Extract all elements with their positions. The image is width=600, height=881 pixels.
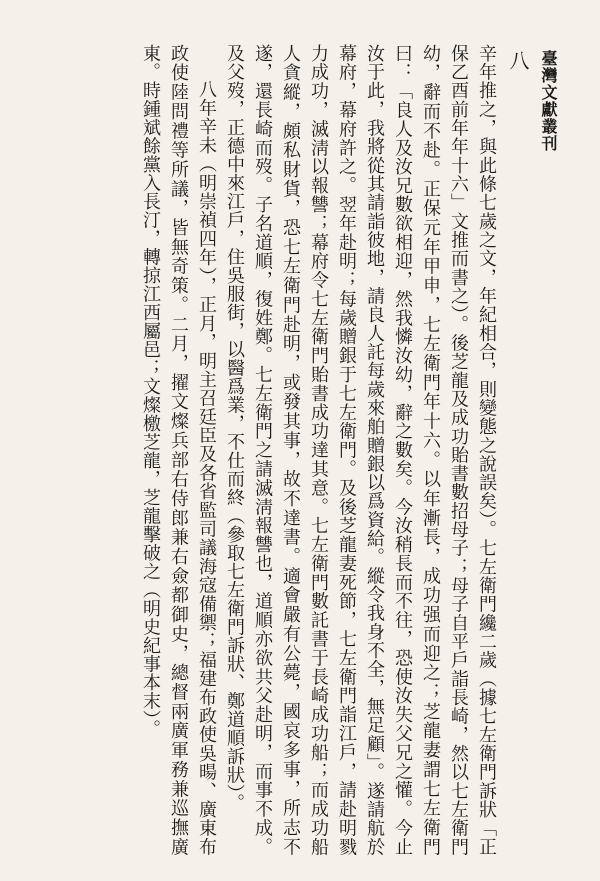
paragraph-2: 八年辛未（明崇禎四年），正月，明主召廷臣及各省監司議海寇備禦；福建布政使吳暘、廣東布政使陸問禮等所議，皆無奇策。二月，擢文燦兵部右侍郎兼右僉都御史，總督兩廣軍務兼巡撫廣東。時鍾斌餘黨入長汀，轉掠江西屬邑；文燦檄芝龍，芝龍擊破之（明史紀事本末）。 — [140, 44, 217, 856]
running-head: 臺灣文獻叢刊 — [539, 50, 558, 152]
body-text — [60, 44, 500, 856]
paragraph-1: 辛年推之，與此條七歲之文，年紀相合，則變態之說誤矣）。七左衛門纔二歲（據七左衛門訴狀「正保乙酉前年年十六」文推而書之）。後芝龍及成功貽書數招母子；母子自平戶詣長崎，然以七左衛門幼，辭而不赴。正保元年甲申，七左衛門年十六。以年漸長，成功强而迎之；芝龍妻謂七左衛門曰：「良人及汝兄數欲相迎，然我憐汝幼，辭之數矣。今汝稍長而不往，恐使汝失父兄之懽。今止汝于此，我將從其請詣彼地，請良人託每歲來舶贈銀以爲資給。縱令我身不全，無足顧」。遂請航於幕府，幕府許之。翌年赴明；每歲贈銀于七左衛門。及後芝龍妻死節，七左衛門詣江戶，請赴明戮力成功，滅淸以報讐；幕府令七左衛門貽書成功達其意。七左衛門數託書于長崎成功船；而成功船人貪縱，頗私財貨，恐七左衛門赴明，或發其事，故不達書。適會嚴有公薨，國哀多事，所志不遂，還長崎而歿。子名道順，復姓鄭。七左衛門之請滅淸報讐也，道順亦欲共父赴明，而事不成。及父歿，正德中來江戶，住吳服街，以醫爲業，不仕而終（參取七左衛門訴狀、鄭道順訴狀）。 — [224, 44, 497, 856]
page-number: 八 — [506, 50, 530, 70]
